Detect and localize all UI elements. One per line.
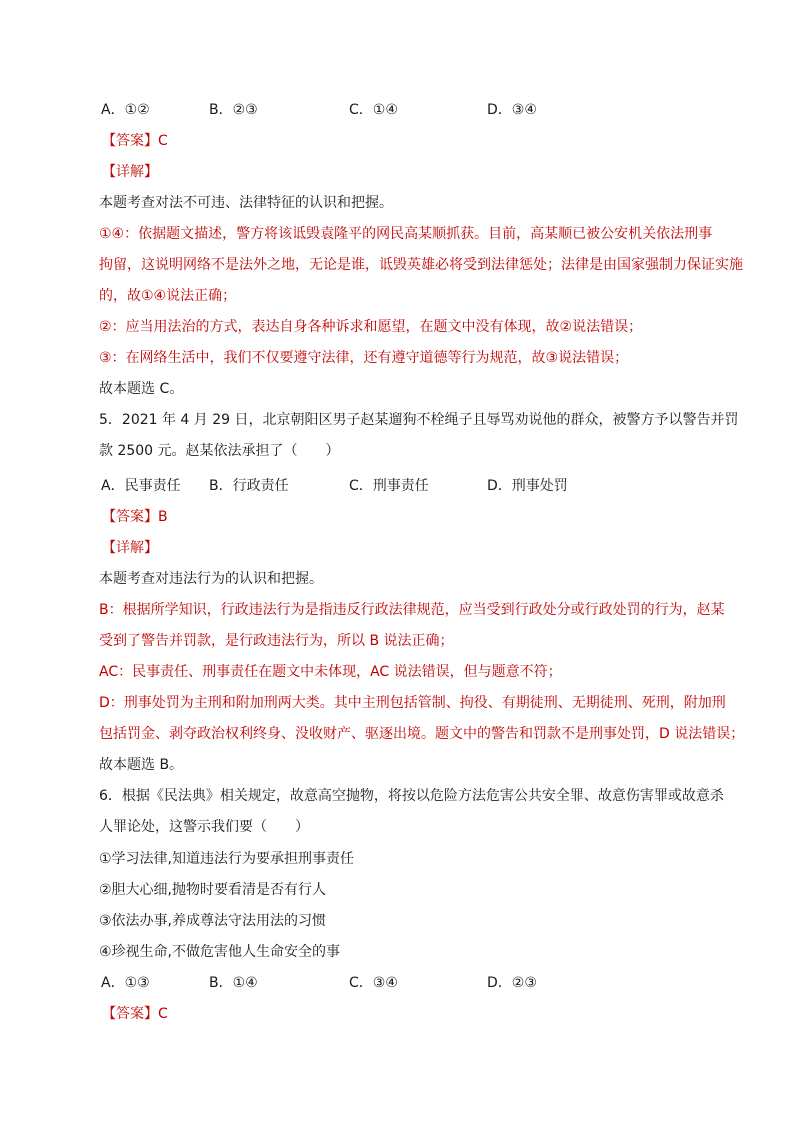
q4-option-b: B．②③ bbox=[209, 102, 258, 118]
q5-option-a: A．民事责任 bbox=[101, 478, 181, 494]
q6-item-3: ③依法办事,养成尊法守法用法的习惯 bbox=[99, 913, 327, 929]
q4-answer bbox=[102, 131, 168, 151]
q4-option-d: D．③④ bbox=[487, 102, 537, 118]
q6-item-2: ②胆大心细,抛物时要看清是否有行人 bbox=[99, 882, 327, 898]
q5-explain-line-4: D：刑事处罚为主刑和附加刑两大类。其中主刑包括管制、拘役、有期徒刑、无期徒刑、死刑，附加刑 bbox=[99, 695, 726, 711]
q4-explain-line-3: 的，故①④说法正确； bbox=[99, 288, 237, 304]
q4-conclusion: 故本题选 C。 bbox=[99, 381, 184, 397]
q4-explain-line-1: ①④：依据题文描述，警方将该诋毁袁隆平的网民高某顺抓获。目前，高某顺已被公安机关依法刑事 bbox=[99, 226, 713, 242]
q5-explain-line-2: 受到了警告并罚款，是行政违法行为，所以 B 说法正确； bbox=[99, 633, 454, 649]
q6-stem-line-2: 人罪论处，这警示我们要（ ） bbox=[99, 819, 309, 835]
q4-intro: 本题考查对法不可违、法律特征的认识和把握。 bbox=[99, 195, 393, 211]
q5-option-b: B．行政责任 bbox=[209, 478, 289, 494]
q4-explain-line-2: 拘留，这说明网络不是法外之地，无论是谁，诋毁英雄必将受到法律惩处；法律是由国家强制力保证实施 bbox=[99, 257, 743, 273]
q5-option-d: D．刑事处罚 bbox=[487, 478, 568, 494]
q4-answer-tag: 【答案】 bbox=[102, 133, 158, 149]
q6-answer bbox=[102, 1004, 168, 1024]
q5-option-c: C．刑事责任 bbox=[349, 478, 429, 494]
q6-option-b: B．①④ bbox=[209, 975, 258, 991]
q6-item-1: ①学习法律,知道违法行为要承担刑事责任 bbox=[99, 851, 354, 867]
q5-explain-line-3: AC：民事责任、刑事责任在题文中未体现，AC 说法错误，但与题意不符； bbox=[99, 664, 562, 680]
q4-explain-line-5: ③：在网络生活中，我们不仅要遵守法律，还有遵守道德等行为规范，故③说法错误； bbox=[99, 350, 629, 366]
q6-answer-value: C bbox=[158, 1006, 168, 1022]
q6-option-d: D．②③ bbox=[487, 975, 537, 991]
q6-answer-tag: 【答案】 bbox=[102, 1006, 158, 1022]
q4-detail-tag: 【详解】 bbox=[102, 164, 158, 180]
q4-option-a: A．①② bbox=[101, 102, 150, 118]
q5-answer-tag: 【答案】 bbox=[102, 509, 158, 525]
q5-detail-tag: 【详解】 bbox=[102, 540, 158, 556]
q6-item-4: ④珍视生命,不做危害他人生命安全的事 bbox=[99, 944, 340, 960]
q5-conclusion: 故本题选 B。 bbox=[99, 757, 184, 773]
q5-stem-line-1: 5．2021 年 4 月 29 日，北京朝阳区男子赵某遛狗不栓绳子且辱骂劝说他的群众，被警方予以警告并罚 bbox=[99, 412, 739, 428]
q4-answer-value: C bbox=[158, 133, 168, 149]
q6-stem-line-1: 6．根据《民法典》相关规定，故意高空抛物，将按以危险方法危害公共安全罪、故意伤害罪或故意杀 bbox=[99, 788, 724, 804]
q4-option-c: C．①④ bbox=[349, 102, 398, 118]
q5-answer bbox=[102, 507, 168, 527]
q5-explain-line-5: 包括罚金、剥夺政治权利终身、没收财产、驱逐出境。题文中的警告和罚款不是刑事处罚，D 说法错误； bbox=[99, 726, 745, 742]
q4-explain-line-4: ②：应当用法治的方式，表达自身各种诉求和愿望，在题文中没有体现，故②说法错误； bbox=[99, 319, 643, 335]
q6-option-c: C．③④ bbox=[349, 975, 398, 991]
q5-stem-line-2: 款 2500 元。赵某依法承担了（ ） bbox=[99, 443, 340, 459]
q5-explain-line-1: B：根据所学知识，行政违法行为是指违反行政法律规范，应当受到行政处分或行政处罚的行为，赵某 bbox=[99, 602, 725, 618]
q5-intro: 本题考查对违法行为的认识和把握。 bbox=[99, 571, 323, 587]
q6-option-a: A．①③ bbox=[101, 975, 150, 991]
q5-answer-value: B bbox=[158, 509, 168, 525]
